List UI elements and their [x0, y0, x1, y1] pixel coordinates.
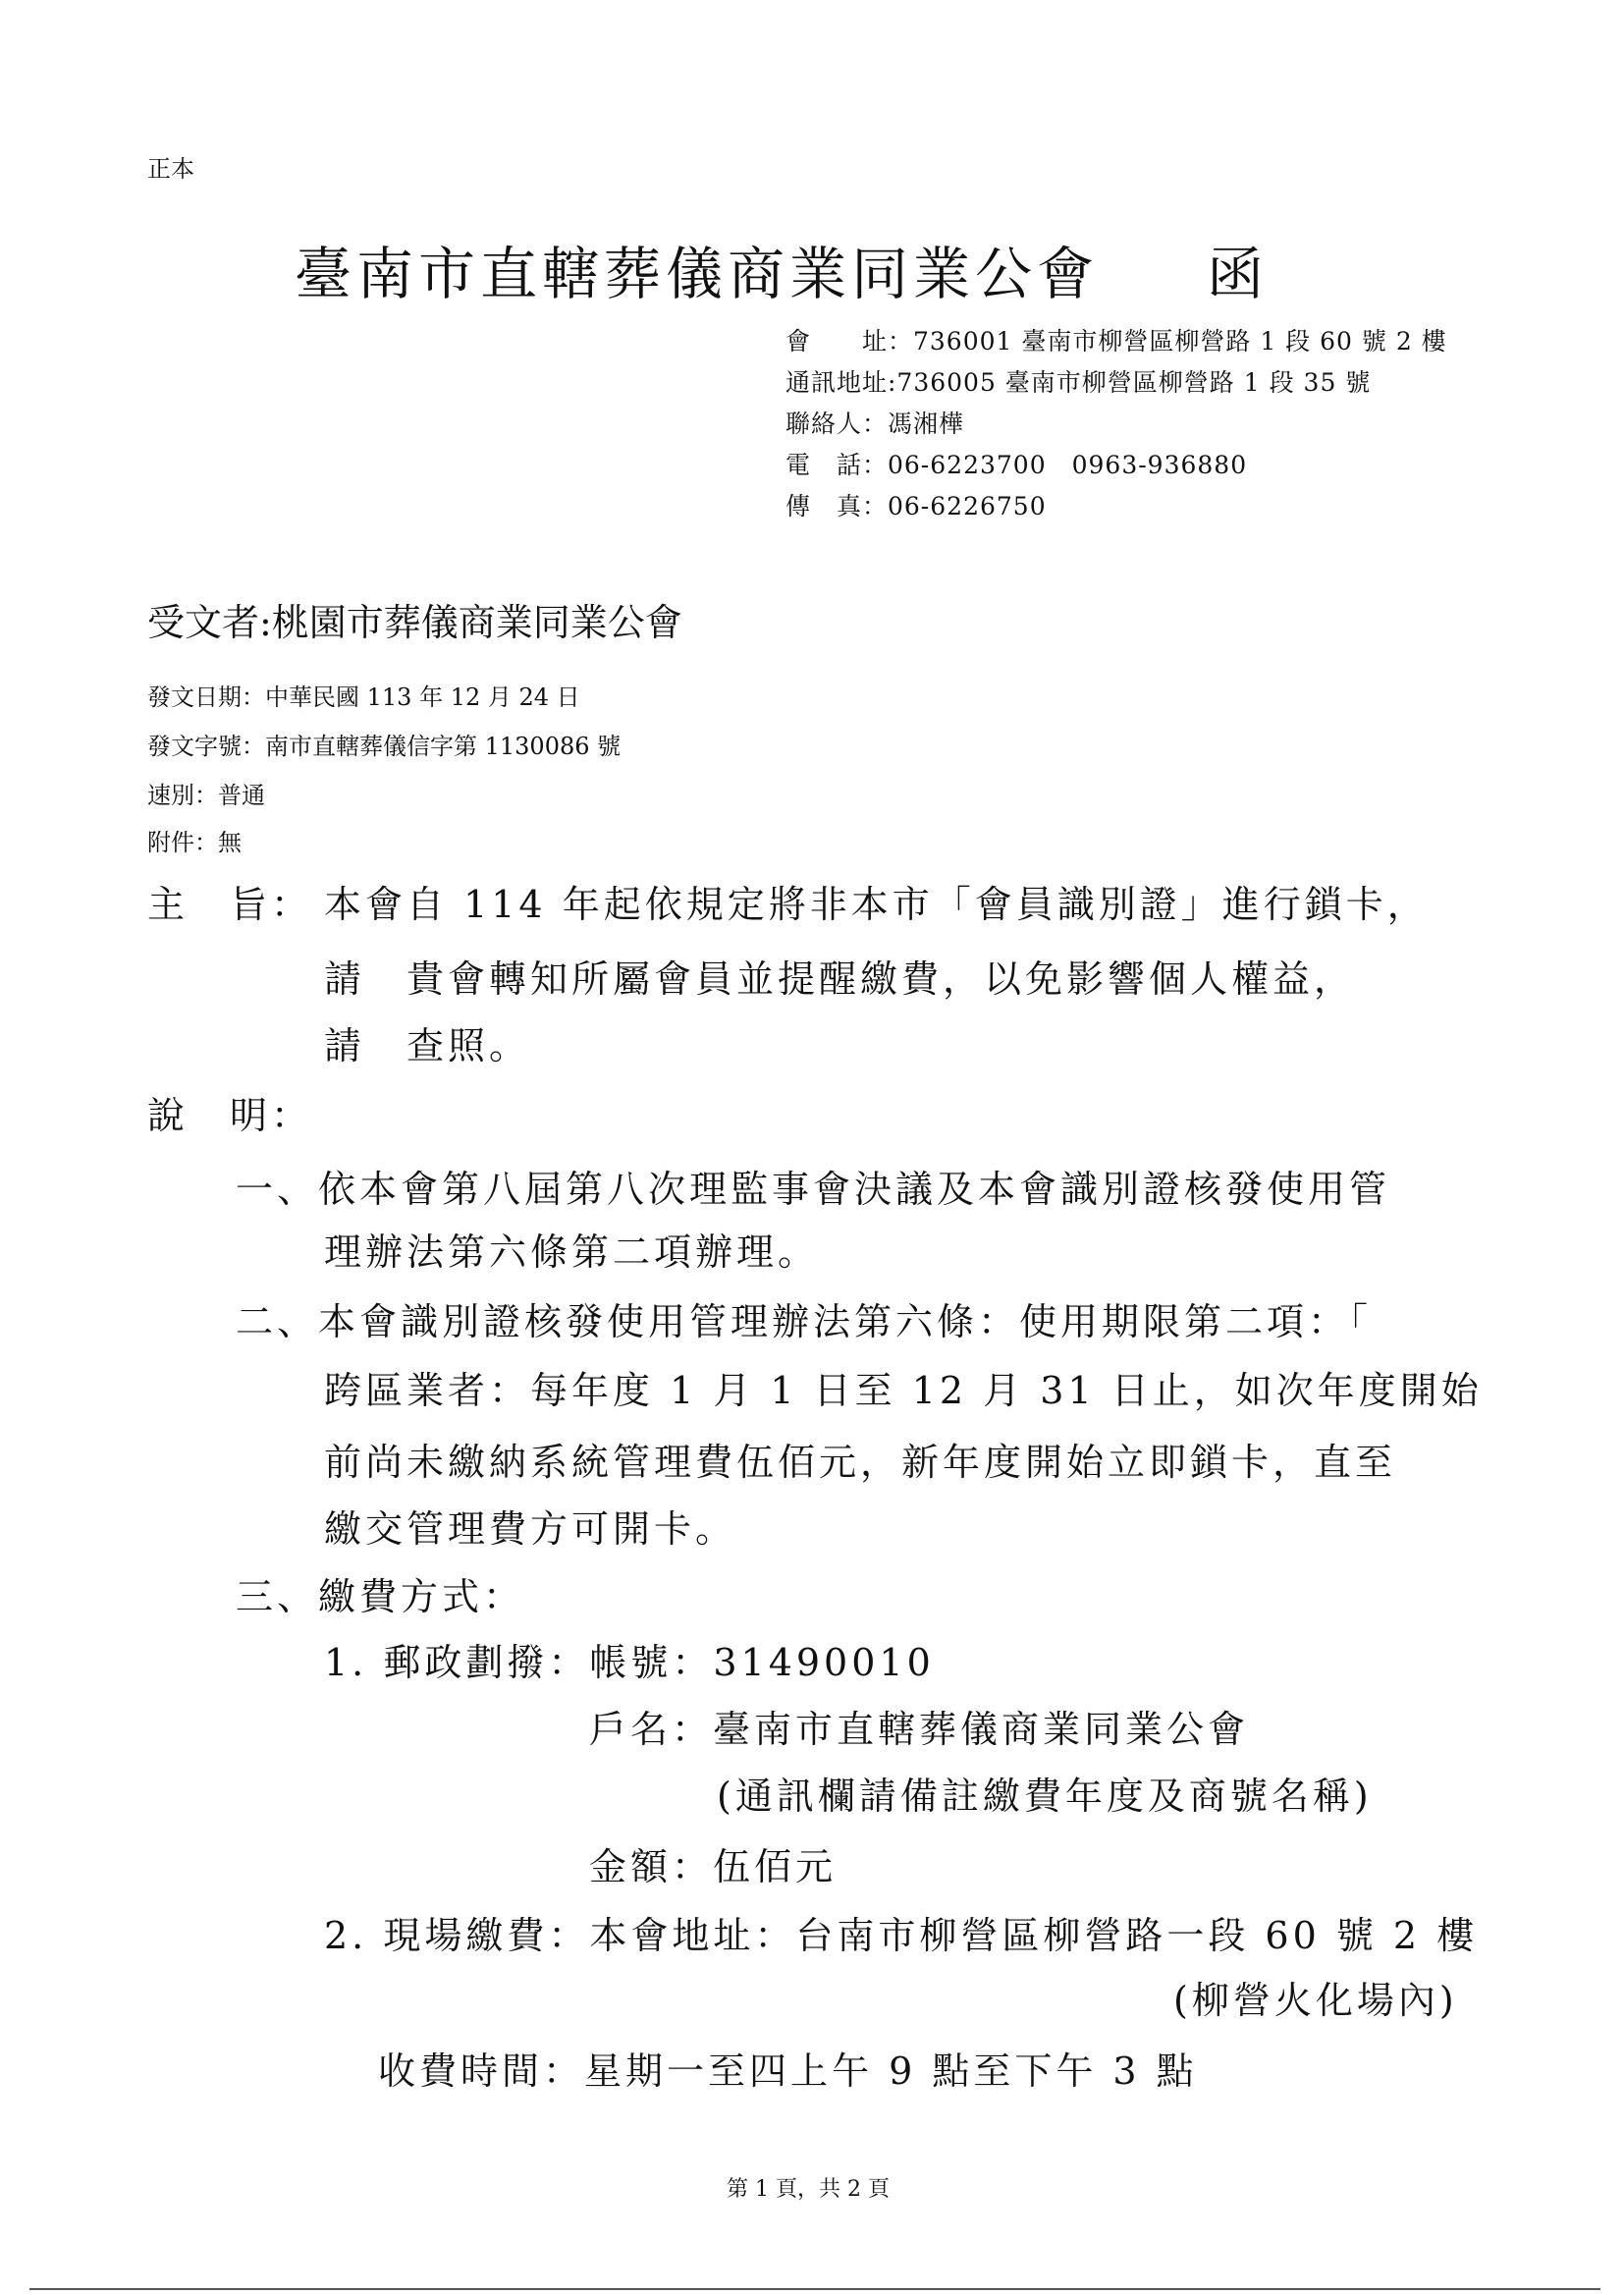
contact-mail-address: 通訊地址:736005 臺南市柳營區柳營路 1 段 35 號	[785, 368, 1372, 397]
item2-line-1: 二、本會識別證核發使用管理辦法第六條：使用期限第二項：「	[236, 1300, 1373, 1343]
issue-date: 發文日期：中華民國 113 年 12 月 24 日	[147, 683, 580, 711]
contact-fax: 傳 真：06-6226750	[785, 492, 1047, 520]
item1-line-1: 一、依本會第八屆第八次理監事會決議及本會識別證核發使用管	[236, 1168, 1391, 1211]
pay1-account: 1. 郵政劃撥：帳號：31490010	[324, 1641, 935, 1684]
pay1-note: (通訊欄請備註繳費年度及商號名稱)	[717, 1775, 1373, 1818]
doc-type: 函	[1207, 241, 1270, 307]
page-number: 第 1 頁，共 2 頁	[727, 2177, 890, 2202]
attachment: 附件：無	[147, 829, 242, 856]
item2-line-3: 前尚未繳納系統管理費伍佰元，新年度開始立即鎖卡，直至	[324, 1441, 1397, 1484]
item2-line-4: 繳交管理費方可開卡。	[324, 1507, 737, 1551]
copy-label: 正本	[147, 155, 194, 183]
contact-phone: 電 話：06-6223700 0963-936880	[785, 451, 1248, 479]
payment-hours: 收費時間：星期一至四上午 9 點至下午 3 點	[378, 2049, 1198, 2093]
item2-line-2: 跨區業者：每年度 1 月 1 日至 12 月 31 日止，如次年度開始	[324, 1369, 1483, 1412]
priority: 速別：普通	[147, 782, 265, 809]
explanation-label: 說 明：	[147, 1094, 313, 1137]
pay1-holder: 戶名：臺南市直轄葬儀商業同業公會	[589, 1708, 1250, 1751]
doc-number: 發文字號：南市直轄葬儀信字第 1130086 號	[147, 733, 622, 760]
pay1-amount: 金額：伍佰元	[589, 1845, 838, 1888]
contact-address: 會 址：736001 臺南市柳營區柳營路 1 段 60 號 2 樓	[785, 327, 1447, 355]
subject-line-2: 請 貴會轉知所屬會員並提醒繳費，以免影響個人權益，	[324, 957, 1356, 1001]
item3-label: 三、繳費方式：	[236, 1575, 525, 1618]
pay2-line-1: 2. 現場繳費：本會地址：台南市柳營區柳營路一段 60 號 2 樓	[324, 1914, 1479, 1957]
scan-edge-line	[29, 2288, 1600, 2290]
subject-line-3: 請 查照。	[324, 1024, 531, 1067]
contact-person: 聯絡人：馮湘樺	[785, 410, 965, 438]
item1-line-2: 理辦法第六條第二項辦理。	[324, 1230, 820, 1274]
recipient: 受文者:桃園市葬儀商業同業公會	[147, 601, 682, 644]
subject-label: 主 旨：	[147, 883, 313, 926]
letterhead-title	[295, 228, 1269, 310]
org-name: 臺南市直轄葬儀商業同業公會	[295, 241, 1100, 307]
subject-line-1: 本會自 114 年起依規定將非本市「會員識別證」進行鎖卡，	[324, 883, 1429, 926]
pay2-line-2: (柳營火化場內)	[1173, 1979, 1458, 2022]
